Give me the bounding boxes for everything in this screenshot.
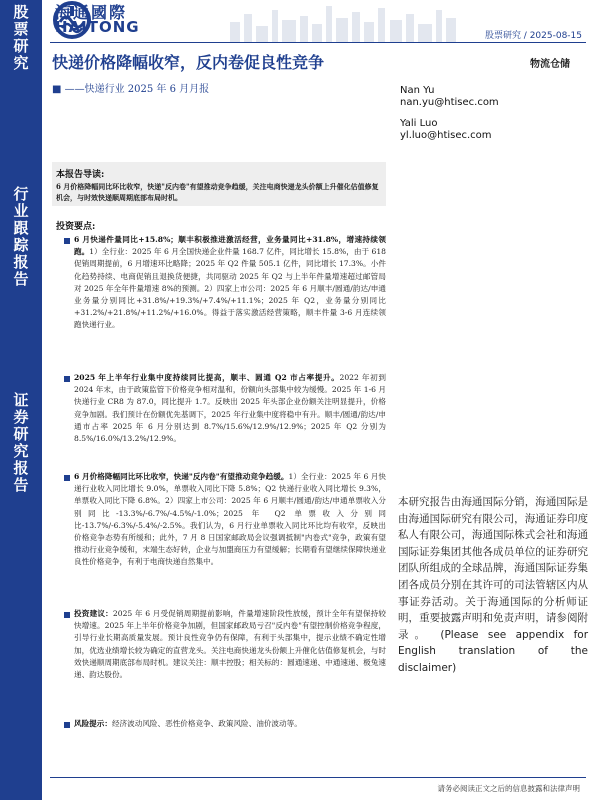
sidebar-label-stock-research — [0, 4, 42, 72]
sidebar-char: 究 — [13, 54, 29, 72]
point-text: 1）全行业：2025 年 6 月全国快递企业件量 168.7 亿件，同比增长 15.8%，由于 618 促销周期提前，6 月增速环比略降；2025 年 Q2 件量 505.1 亿件，同比增长 17.3%。小件化趋势持续、电商促销且退换货便捷，共同驱动 2025 年 Q2 与上半年件量增速超过邮管局对 2025 年全年件量增速 8%的预测。2）四家上市公司：2025 年 6 月顺丰/圆通/韵达/申通业务量分别同比+31.8%/+19.3%/+7.4%/+11.1%；2025 年 Q2，业务量分别同比+31.2%/+21.8%/+11.2%/+16.0%。得益于落实激活经营策略，顺丰件量 3-6 月连续领跑快递行业。 — [74, 247, 386, 330]
analyst-email[interactable]: yl.luo@htisec.com — [400, 130, 492, 141]
report-title: 快递价格降幅收窄，反内卷促良性竞争 — [52, 53, 325, 72]
point-lead: 6 月价格降幅同比环比收窄，快递"反内卷"有望推动竞争趋缓。 — [74, 472, 289, 481]
sidebar-char: 跟 — [13, 219, 29, 237]
sidebar-char: 告 — [13, 270, 29, 288]
bullet-square-icon — [64, 612, 70, 618]
bullet-square-icon — [64, 238, 70, 244]
sidebar-char: 踪 — [13, 236, 29, 254]
guide-title: 本报告导读: — [56, 170, 105, 180]
skyline-icon — [210, 0, 530, 42]
point-lead: 2025 年上半年行业集中度持续同比提高，顺丰、圆通 Q2 市占率提升。 — [74, 373, 340, 382]
analyst-name: Nan Yu — [400, 85, 435, 96]
bullet-square-icon — [64, 722, 70, 728]
points-title: 投资要点: — [56, 222, 96, 232]
sidebar-char: 研 — [13, 425, 29, 443]
footer-note: 请务必阅读正文之后的信息披露和法律声明 — [437, 784, 580, 793]
sidebar-char: 股 — [13, 3, 29, 21]
sidebar-char: 券 — [13, 408, 29, 426]
point-paragraph — [74, 372, 386, 445]
footer-divider — [50, 777, 586, 778]
point-paragraph — [74, 608, 386, 681]
logo-text-cn: 海通國際 — [55, 3, 128, 22]
report-category: 物流仓储 — [530, 59, 570, 70]
point-paragraph — [74, 234, 386, 332]
bullet-square-icon — [64, 376, 70, 382]
guide-text: 6 月价格降幅同比环比收窄，快递"反内卷"有望推动竞争趋缓，关注电商快递龙头价额上升催化估值修复机会，与时效快递顺周期底部布局时机。 — [56, 182, 379, 202]
report-subtitle: ■ ——快递行业 2025 年 6 月月报 — [52, 84, 210, 95]
header-skyline — [210, 0, 530, 42]
sidebar-char: 业 — [13, 202, 29, 220]
header-divider — [50, 42, 586, 43]
sidebar-char: 研 — [13, 37, 29, 55]
sidebar-char: 报 — [13, 253, 29, 271]
point-paragraph — [74, 471, 386, 569]
disclaimer — [398, 494, 588, 677]
analyst-name: Yali Luo — [400, 118, 438, 129]
point-lead: 投资建议： — [74, 609, 113, 618]
point-text: 2022 年初到 2024 年末，由于政策监管下价格竞争相对温和，份额向头部集中较为缓慢。2025 年 1-6 月快递行业 CR8 为 87.0，同比提升 1.7。反映出 2025 年头部企业份额关注明显提升，价格竞争加剧。我们预计在份额优先基调下，2025 年行业集中度将稳中有升。顺丰/圆通/韵达/申通市占率 2025 年 6 月分别达到 8.7%/15.6%/12.9%/12.9%；2025 年 Q2 分别为 8.5%/16.0%/13.2%/12.9%。 — [74, 373, 386, 444]
sidebar-label-securities-report — [0, 392, 42, 494]
sidebar-char: 告 — [13, 476, 29, 494]
point-lead: 风险提示： — [74, 719, 112, 728]
sidebar-char: 票 — [13, 20, 29, 38]
point-lead: 6 月快递件量同比+15.8%；顺丰积极推进激活经营，业务量同比+31.8%，增速持续领跑。 — [74, 235, 386, 257]
point-text: 2025 年 6 月受促销周期提前影响，件量增速阶段性放缓，预计全年有望保持较快增速。2025 年上半年价格竞争加剧，但国家邮政局亏召"反内卷"有望控制价格竞争程度，引导行业长期高质量发展。预计良性竞争仍有保障，有利于头部集中，提示业绩不确定性增加，优选业绩增长较为确定的直营龙头。关注电商快递龙头份额上升催化估值修复机会，与时效快递顺周期底部布局时机。建议关注：顺丰控股；相关标的：圆通速递、中通速递、极兔速递、韵达股份。 — [74, 609, 386, 680]
sidebar-char: 究 — [13, 442, 29, 460]
sidebar-char: 报 — [13, 459, 29, 477]
left-sidebar — [0, 0, 42, 800]
header-meta: 股票研究 / 2025-08-15 — [484, 31, 582, 41]
sidebar-label-industry-tracking — [0, 186, 42, 288]
analyst-email[interactable]: nan.yu@htisec.com — [400, 97, 499, 108]
point-text: 1）全行业：2025 年 6 月快递行业收入同比增长 9.0%，单票收入同比下降 5.8%；Q2 快递行业收入同比增长 9.3%，单票收入同比下降 6.8%。2）四家上市公司：2025 年 6 月顺丰/圆通/韵达/申通单票收入分别同比-13.3%/-6.7%/-4.5%/-1.0%；2025 年 Q2 单票收入分别同比-13.7%/-6.3%/-5.4%/-2.5%。我们认为，6 月行业单票收入同比环比均有收窄，反映出价格竞争态势有所缓和；此外，7 月 8 日国家邮政局会议强调抵制"内卷式"竞争，政策有望推动行业竞争缓和，末端生态好转，企业与加盟商压力有望缓解；长期看有望继续保障快递业良性价格竞争，有利于电商快递自然集中。 — [74, 472, 387, 567]
point-paragraph — [74, 718, 386, 730]
disclaimer-en[interactable]: (Please see appendix for English translation of the disclaimer) — [398, 628, 589, 674]
sidebar-char: 证 — [13, 391, 29, 409]
logo-text-en: HAITONG — [55, 18, 140, 36]
sidebar-char: 行 — [13, 185, 29, 203]
disclaimer-cn: 本研究报告由海通国际分销，海通国际是由海通国际研究有限公司，海通证券印度私人有限公司，海通国际株式会社和海通国际证券集团其他各成员单位的证券研究团队所组成的全球品牌，海通国际证券集团各成员分别在其许可的司法管辖区内从事证券活动。关于海通国际的分析师证明，重要披露声明和免责声明，请参阅附录。 — [398, 496, 588, 641]
bullet-square-icon — [64, 475, 70, 481]
point-text: 经济波动风险、恶性价格竞争、政策风险、油价波动等。 — [111, 719, 302, 728]
